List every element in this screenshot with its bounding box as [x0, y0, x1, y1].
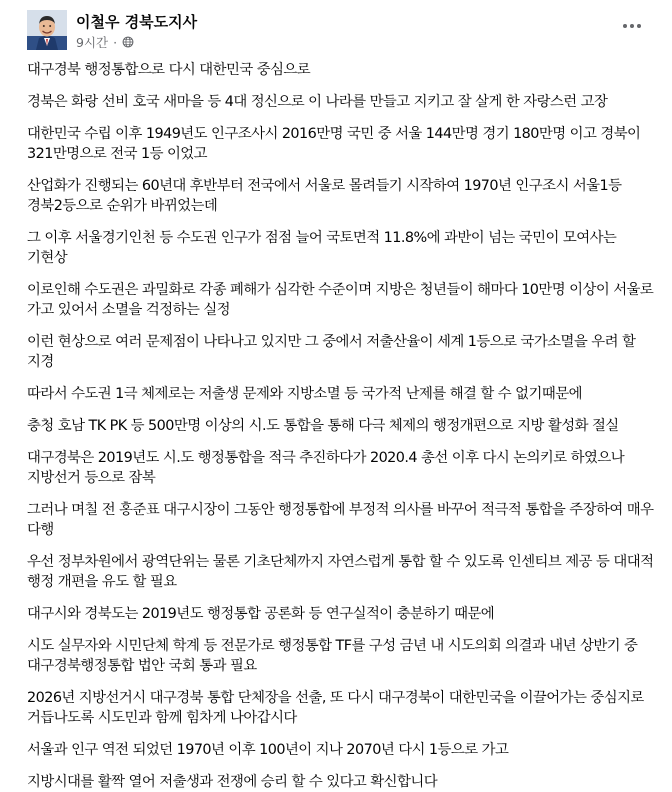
post-meta	[76, 33, 134, 51]
more-horizontal-icon	[630, 24, 634, 28]
post-paragraph: 그러나 며칠 전 홍준표 대구시장이 그동안 행정통합에 부정적 의사를 바꾸어 적극적 통합을 주장하여 매우 다행	[27, 502, 654, 538]
post-paragraph: 이로인해 수도권은 과밀화로 각종 폐해가 심각한 수준이며 지방은 청년들이 해마다 10만명 이상이 서울로 가고 있어서 소멸을 걱정하는 실정	[27, 282, 654, 318]
post-paragraph: 대한민국 수립 이후 1949년도 인구조사시 2016만명 국민 중 서울 144만명 경기 180만명 이고 경북이 321만명으로 전국 1등 이었고	[27, 126, 641, 162]
post-paragraph: 우선 정부차원에서 광역단위는 물론 기초단체까지 자연스럽게 통합 할 수 있도록 인센티브 제공 등 대대적 행정 개편을 유도 할 필요	[27, 554, 654, 590]
post-paragraph: 대구경북은 2019년도 시.도 행정통합을 적극 추진하다가 2020.4 총선 이후 다시 논의키로 하였으나 지방선거 등으로 잠복	[27, 450, 625, 486]
post-paragraph: 대구시와 경북도는 2019년도 행정통합 공론화 등 연구실적이 충분하기 때문에	[27, 606, 495, 622]
post-header	[16, 0, 656, 58]
post-paragraph: 이런 현상으로 여러 문제점이 나타나고 있지만 그 중에서 저출산율이 세계 1등으로 국가소멸을 우려 할 지경	[27, 334, 636, 370]
post-time[interactable]: 9시간	[76, 35, 109, 50]
post-paragraph: 경북은 화랑 선비 호국 새마을 등 4대 정신으로 이 나라를 만들고 지키고 잘 살게 한 자랑스런 고장	[27, 94, 608, 110]
post-paragraph: 대구경북 행정통합으로 다시 대한민국 중심으로	[27, 62, 311, 78]
more-horizontal-icon	[623, 24, 627, 28]
post-paragraph: 시도 실무자와 시민단체 학계 등 전문가로 행정통합 TF를 구성 금년 내 시도의회 의결과 내년 상반기 중 대구경북행정통합 법안 국회 통과 필요	[27, 638, 638, 674]
post-paragraph: 2026년 지방선거시 대구경북 통합 단체장을 선출, 또 다시 대구경북이 대한민국을 이끌어가는 중심지로 거듭나도록 시도민과 함께 힘차게 나아갑시다	[27, 690, 644, 726]
more-horizontal-icon	[637, 24, 641, 28]
post-paragraph: 충청 호남 TK PK 등 500만명 이상의 시.도 통합을 통해 다극 체제의 행정개편으로 지방 활성화 절실	[27, 418, 619, 434]
avatar-photo	[27, 10, 67, 50]
post-paragraph: 따라서 수도권 1극 체제로는 저출생 문제와 지방소멸 등 국가적 난제를 해결 할 수 없기때문에	[27, 386, 582, 402]
more-options-button[interactable]	[614, 14, 650, 38]
profile-avatar[interactable]	[27, 10, 67, 50]
meta-separator: ·	[113, 34, 118, 50]
author-name[interactable]: 이철우 경북도지사	[76, 13, 198, 31]
post-paragraph: 서울과 인구 역전 되었던 1970년 이후 100년이 지나 2070년 다시 1등으로 가고	[27, 742, 509, 758]
post-paragraph: 지방시대를 활짝 열어 저출생과 전쟁에 승리 할 수 있다고 확신합니다	[27, 774, 438, 790]
globe-icon	[122, 36, 134, 48]
post-body	[16, 58, 656, 792]
post-paragraph: 그 이후 서울경기인천 등 수도권 인구가 점점 늘어 국토면적 11.8%에 과반이 넘는 국민이 모여사는 기현상	[27, 230, 617, 266]
post-paragraph: 산업화가 진행되는 60년대 후반부터 전국에서 서울로 몰려들기 시작하여 1970년 인구조시 서울1등 경북2등으로 순위가 바뀌었는데	[27, 178, 622, 214]
